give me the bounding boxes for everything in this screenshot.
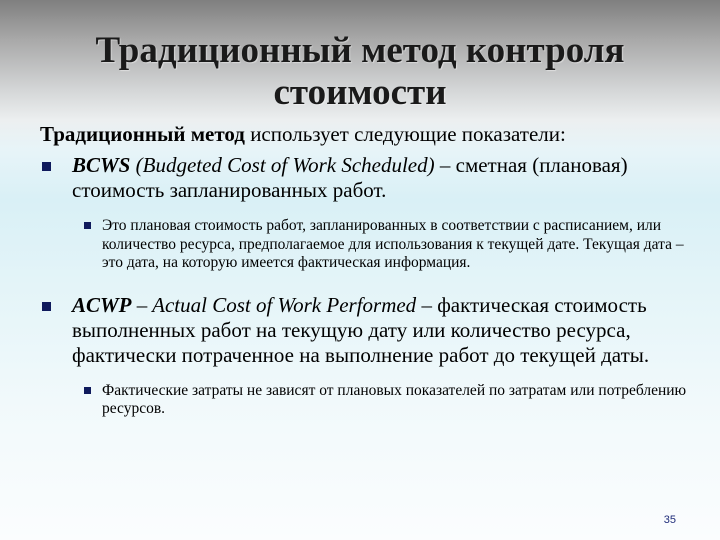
intro-bold: Традиционный метод <box>40 122 245 146</box>
sub-bullet-bcws <box>40 217 690 273</box>
bcws-sub-text: Это плановая стоимость работ, запланированных в соответствии с расписанием, или количество ресурса, предполагаемое для использования к текущей дате. Текущая дата – это дата, на которую имеется фактическая информация. <box>102 217 684 271</box>
slide-title <box>40 30 680 114</box>
square-bullet-icon <box>42 302 51 311</box>
acwp-sub-text: Фактические затраты не зависят от плановых показателей по затратам или потреблению ресурсов. <box>102 381 687 417</box>
acwp-expansion: – Actual Cost of Work Performed <box>131 292 417 317</box>
acwp-term: ACWP <box>72 292 132 317</box>
page-number: 35 <box>663 514 676 526</box>
bullet-acwp <box>40 293 690 368</box>
title-line-1: Традиционный метод контроля <box>95 30 625 71</box>
acwp-description: – фактическая стоимость выполненных работ на текущую дату или количество ресурса, фактически потраченное на выполнение работ до текущей даты. <box>72 292 650 367</box>
bcws-term: BCWS <box>72 153 131 177</box>
square-bullet-icon <box>84 387 91 394</box>
square-bullet-icon <box>84 222 91 229</box>
intro-paragraph <box>40 122 690 147</box>
title-line-2: стоимости <box>273 72 447 113</box>
bcws-expansion: (Budgeted Cost of Work Scheduled) <box>130 153 435 177</box>
sub-bullet-acwp <box>40 382 690 419</box>
slide-body <box>40 122 690 439</box>
bullet-bcws <box>40 153 690 203</box>
bcws-description: – сметная (плановая) стоимость запланированных работ. <box>72 153 628 202</box>
intro-rest: использует следующие показатели: <box>244 122 566 146</box>
square-bullet-icon <box>42 162 51 171</box>
